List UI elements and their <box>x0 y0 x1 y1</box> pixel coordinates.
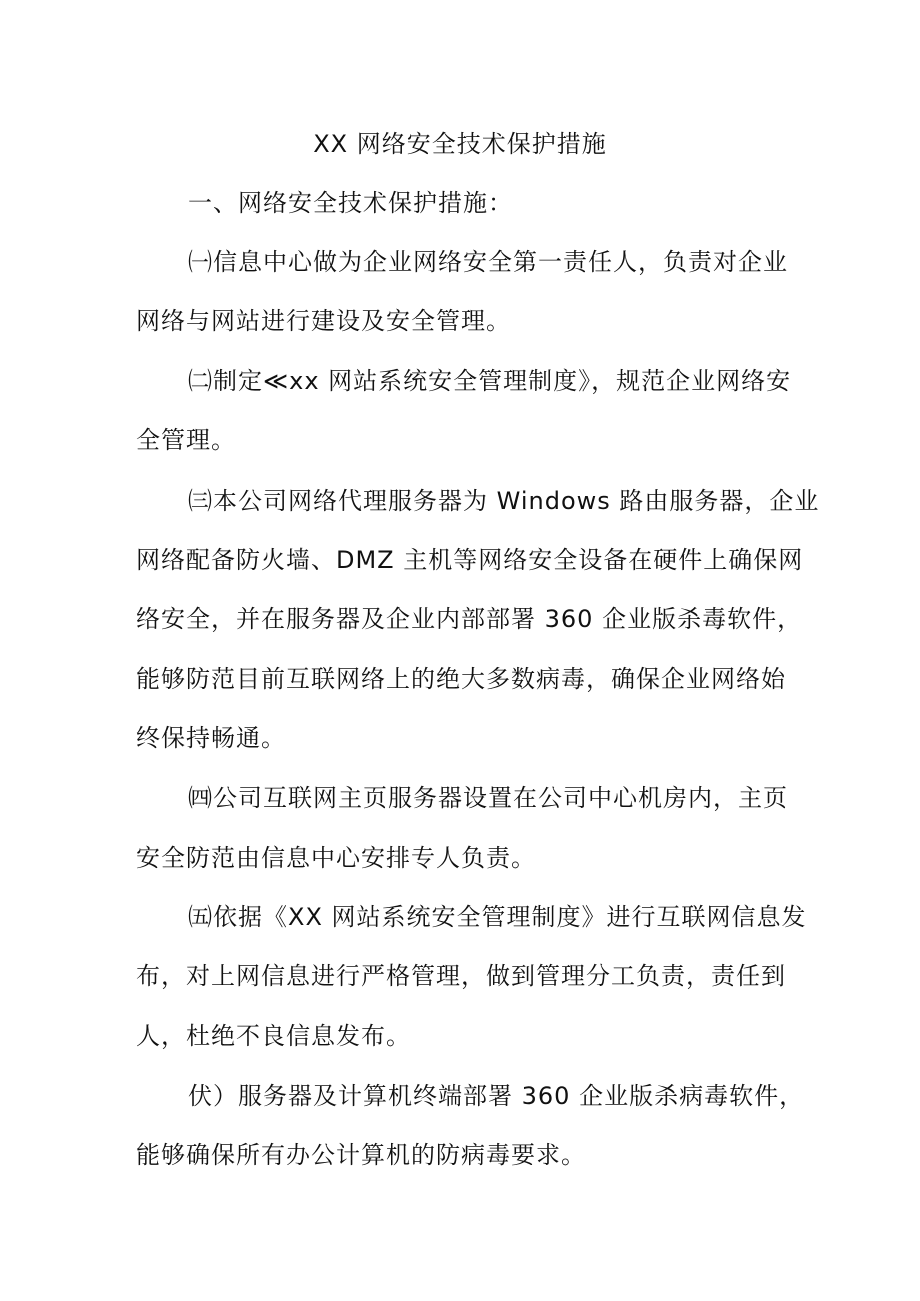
paragraph-6-line-1: 伏）服务器及计算机终端部署 360 企业版杀病毒软件， <box>188 1082 805 1110</box>
document-title: XX 网络安全技术保护措施 <box>313 130 607 158</box>
paragraph-5-line-3: 人，杜绝不良信息发布。 <box>136 1022 411 1050</box>
paragraph-5-line-1: ㈤依据《XX 网站系统安全管理制度》进行互联网信息发 <box>188 903 807 931</box>
paragraph-5-line-2: 布，对上网信息进行严格管理，做到管理分工负责，责任到 <box>136 962 786 990</box>
paragraph-3-line-3: 络安全，并在服务器及企业内部部署 360 企业版杀毒软件， <box>136 605 803 633</box>
paragraph-3-line-1: ㈢本公司网络代理服务器为 Windows 路由服务器，企业 <box>188 487 820 515</box>
paragraph-6-line-2: 能够确保所有办公计算机的防病毒要求。 <box>136 1141 586 1169</box>
paragraph-2-line-2: 全管理。 <box>136 426 236 454</box>
paragraph-3-line-5: 终保持畅通。 <box>136 724 286 752</box>
paragraph-2-line-1: ㈡制定≪xx 网站系统安全管理制度》，规范企业网络安 <box>188 367 792 395</box>
paragraph-1-line-1: ㈠信息中心做为企业网络安全第一责任人，负责对企业 <box>188 248 788 276</box>
paragraph-1-line-2: 网络与网站进行建设及安全管理。 <box>136 307 511 335</box>
paragraph-3-line-4: 能够防范目前互联网络上的绝大多数病毒，确保企业网络始 <box>136 665 786 693</box>
paragraph-4-line-2: 安全防范由信息中心安排专人负责。 <box>136 844 536 872</box>
paragraph-3-line-2: 网络配备防火墙、DMZ 主机等网络安全设备在硬件上确保网 <box>136 546 804 574</box>
section-heading: 一、网络安全技术保护措施： <box>188 189 513 217</box>
paragraph-4-line-1: ㈣公司互联网主页服务器设置在公司中心机房内，主页 <box>188 784 788 812</box>
